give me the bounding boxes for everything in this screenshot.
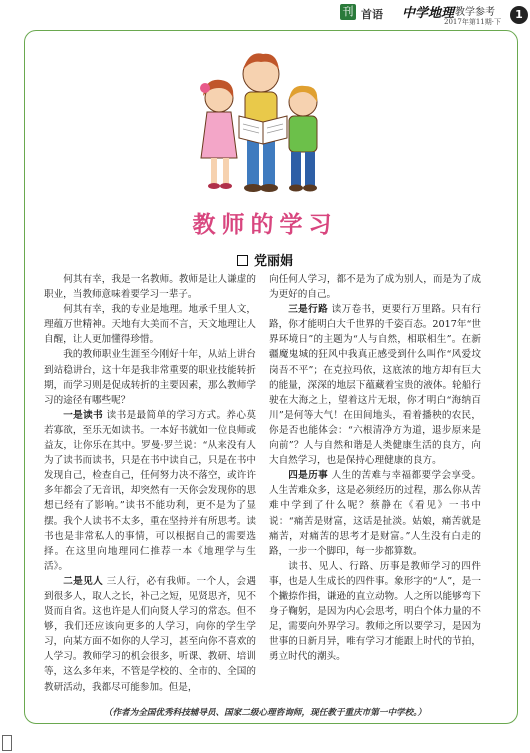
section-name: 首语 [361,8,383,21]
paragraph: 我的教师职业生涯至今刚好十年，从站上讲台到站稳讲台，这十年是我非常重要的职业技能转折期，而学习则是促成转折的主要因素，那么教师学习的途径有哪些呢？ [44,349,256,406]
paragraph: 三是行路 读万卷书，更要行万里路。只有行路，你才能明白大千世界的千姿百态。2017年“世界环境日”的主题为“人与自然，相联相生”。在新疆魔鬼城的狂风中我真正感受到什么叫作“风爱坟岗吾不平”；在克拉玛依，这底浓的地方却有巨大的能量，深深的地层下蕴藏着宝贵的液体。轮船行驶在大海之上，望着这片无垠，你才明白“海纳百川”是何等大气！在田间地头，看着播秧的农民，你是否也能体会：“六根清净方为道，退步原来是向前”？人与自然和谐是人类健康生活的良方，向大自然学习，也是保持心理健康的良方。 [269,304,482,467]
article-title: 教师的学习 [192,212,338,238]
paragraph: 何其有幸，我的专业是地理。地承千里人文，理蕴万世精神。天地有大美而不言，天文地理让人自醒，让人更加懂得珍惜。 [44,304,256,346]
paragraph: 二是见人 三人行，必有我师。一个人，会遇到很多人，取人之长，补己之短，见贤思齐，见不贤而自省。这也许是人们向贤人学习的常态。但不够，我们还应该向更多的人学习，向你的学生学习，向某方面不如你的人学习，甚至向你不喜欢的人学习。教师学习的机会很多，听课、教研、培训等，这么多年来，不管是学校的、全市的、全国的教研活动，我都尽可能参加。但是， [44,575,257,693]
children-reading-illustration [183,40,343,202]
author-box-icon [237,255,248,266]
right-column [269,272,481,664]
paragraph: 向任何人学习，都不是为了成为别人，而是为了成为更好的自己。 [269,274,481,301]
paragraph: 读书、见人、行路、历事是教师学习的四件事，也是人生成长的四件事。象形字的“人”，是一个撇捺作揖，谦逊的直立动物。人之所以能够弯下身子鞠躬，是因为内心会思考，明白个体力量的不足，需要向外界学习。教师之所以要学习，是因为世事的日新月异，唯有学习才能跟上时代的节拍，勇立时代的潮头。 [269,560,481,663]
page-corner-mark [2,735,12,751]
paragraph: 何其有幸，我是一名教师。教师是让人谦虚的职业，当教师意味着要学习一辈子。 [44,274,256,301]
author-footnote: （作者为全国优秀科技辅导员、国家二级心理咨询师，现任教于重庆市第一中学校。） [103,708,427,718]
journal-subtitle: 教学参考 [455,7,495,18]
page-number: 1 [510,6,528,24]
author-line [0,250,530,269]
issue-number: 2017年第11期·下 [444,18,501,26]
journal-logo: 中学地理 [402,6,455,21]
section-badge: 刊 [340,4,356,20]
author-name: 党丽娟 [253,254,293,269]
page-header [0,0,530,26]
left-column [44,272,256,695]
paragraph: 一是读书 读书是最简单的学习方式。养心莫若寡欲，至乐无如读书。一本好书就如一位良师或益友，让你乐在其中。罗曼·罗兰说：“从来没有人为了读书而读书，只是在书中读自己，只是在书中发现自己，检查自己，任何努力决不落空，或许许多年都会了无音讯，却突然有一天你会发现你的思想已经有了影响。”读书不能功利，更不是为了显摆。我个人读书不太多，重在坚持并有所思考。读书也是非常私人的事情，可以根据自己的需要选择。在这里向地理同仁推荐一本《地理学与生活》。 [44,409,257,572]
paragraph: 四是历事 人生的苦难与幸福都要学会享受。人生苦难众多，这是必须经历的过程，那么你从苦难中学到了什么呢？蔡静在《看见》一书中说：“痛苦是财富，这话是扯淡。姑娘，痛苦就是痛苦，对痛苦的思考才是财富。”人生没有白走的路，一步一个脚印，每一步都算数。 [269,470,482,557]
